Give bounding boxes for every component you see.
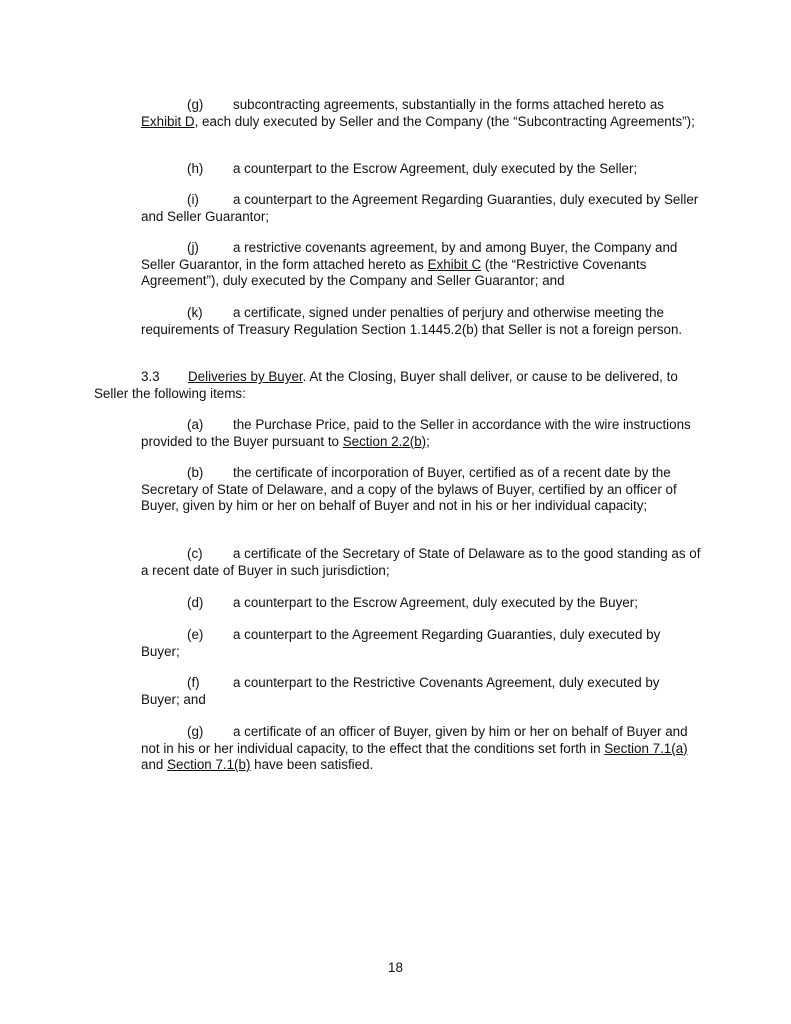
item-text: have been satisfied. [250,757,374,773]
seller-item-g [141,97,701,130]
buyer-item-f [141,675,701,708]
item-text: a counterpart to the Restrictive Covenants Agreement, duly executed by Buyer; and [141,675,660,707]
item-text: a restrictive covenants agreement, by and among Buyer, the Company and Seller Guarantor, in the form attached hereto as [141,240,678,272]
item-text: the Purchase Price, paid to the Seller in accordance with the wire instructions provided to the Buyer pursuant to [141,417,691,449]
buyer-item-a [141,417,701,450]
seller-item-j [141,240,701,290]
item-text: and [141,757,168,773]
exhibit-d-link: Exhibit D [141,113,195,129]
item-label: (e) [187,627,204,642]
buyer-item-c [141,546,701,579]
item-label: (f) [187,675,200,690]
item-label: (d) [187,595,204,610]
item-text: a counterpart to the Agreement Regarding Guaranties, duly executed by Seller and Seller Guarantor; [141,192,699,224]
exhibit-c-link: Exhibit C [427,256,482,272]
item-label: (g) [187,724,204,739]
item-label: (k) [187,305,203,320]
item-text: a counterpart to the Agreement Regarding Guaranties, duly executed by Buyer; [141,627,661,659]
section-7-1a-link: Section 7.1(a) [604,740,688,756]
item-label: (i) [187,192,199,207]
section-heading: Deliveries by Buyer [188,369,303,384]
buyer-item-d [141,595,701,612]
item-text: subcontracting agreements, substantially in the forms attached hereto as [233,97,664,112]
buyer-item-g [141,724,701,774]
item-text: the certificate of incorporation of Buyer, certified as of a recent date by the Secretary of State of Delaware, and a copy of the bylaws of Buyer, certified by an officer of Buyer, given by him or her on behalf of Buyer and not in his or her individual capacity; [141,465,677,514]
buyer-item-e [141,627,701,660]
seller-item-h [141,161,701,178]
item-text: a certificate of an officer of Buyer, given by him or her on behalf of Buyer and not in his or her individual capacity, to the effect that the conditions set forth in [141,724,688,756]
seller-item-i [141,192,701,225]
buyer-item-b [141,465,701,515]
item-label: (a) [187,417,204,432]
section-2-2b-link: Section 2.2(b) [342,433,427,449]
section-3-3 [94,369,700,402]
item-label: (b) [187,465,204,480]
section-7-1b-link: Section 7.1(b) [167,757,251,773]
seller-item-k [141,305,701,338]
item-label: (c) [187,546,203,561]
item-text: , each duly executed by Seller and the Company (the “Subcontracting Agreements”); [194,113,695,129]
item-text: a certificate, signed under penalties of perjury and otherwise meeting the requirements of Treasury Regulation Section 1.1445.2(b) that Seller is not a foreign person. [141,305,683,337]
item-text: ; [426,433,430,449]
item-text: a counterpart to the Escrow Agreement, duly executed by the Seller; [233,161,638,176]
item-label: (j) [187,240,199,255]
item-text: a counterpart to the Escrow Agreement, duly executed by the Buyer; [233,595,638,610]
item-label: (h) [187,161,204,176]
page-number: 18 [388,960,403,975]
item-label: (g) [187,97,204,112]
item-text: (the “Restrictive Covenants Agreement”), duly executed by the Company and Seller Guarantor; and [141,256,647,289]
section-number: 3.3 [141,369,160,384]
section-text: . At the Closing, Buyer shall deliver, or cause to be delivered, to Seller the following items: [94,369,678,401]
item-text: a certificate of the Secretary of State of Delaware as to the good standing as of a recent date of Buyer in such jurisdiction; [141,546,701,578]
